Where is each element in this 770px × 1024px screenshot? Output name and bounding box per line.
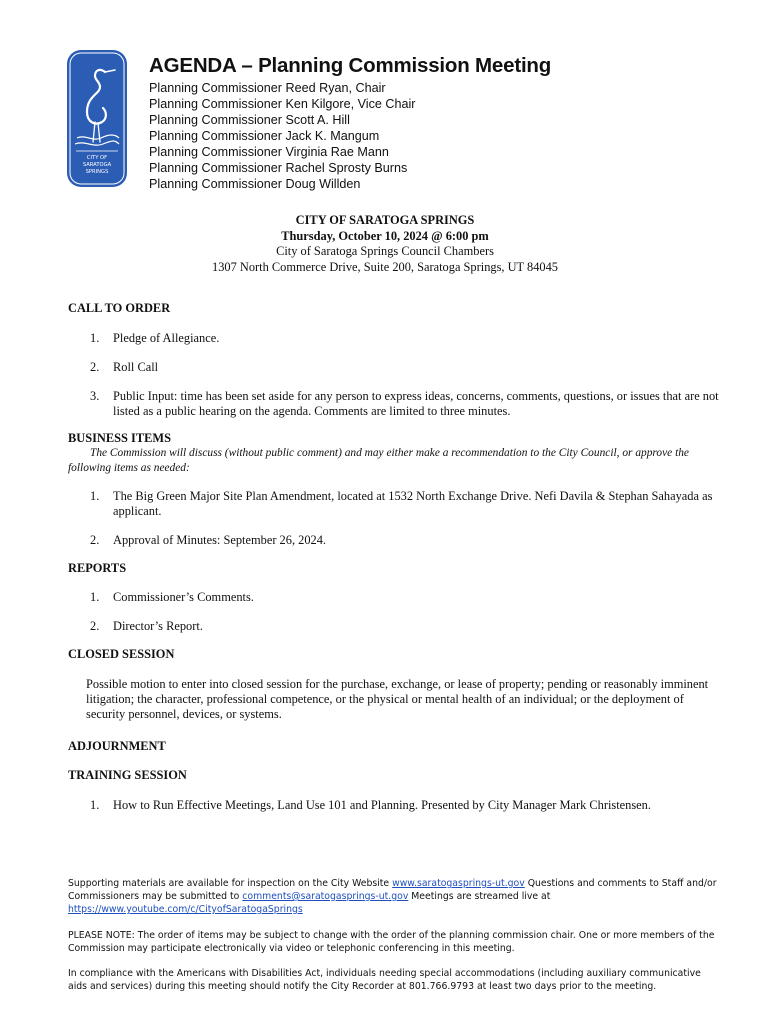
item-text: The Big Green Major Site Plan Amendment, located at 1532 North Exchange Drive. Nefi Davila & Stephan Sahayada as applicant.	[113, 489, 713, 518]
youtube-stream-link[interactable]: https://www.youtube.com/c/CityofSaratogaSprings	[68, 904, 303, 915]
agenda-item	[90, 489, 720, 519]
item-text: Approval of Minutes: September 26, 2024.	[113, 533, 327, 547]
commissioner-name: Planning Commissioner Scott A. Hill	[149, 113, 350, 127]
commissioner-list	[149, 80, 415, 192]
call-to-order-heading: CALL TO ORDER	[68, 301, 171, 315]
agenda-item	[90, 331, 720, 346]
item-text: Roll Call	[113, 360, 159, 374]
item-number: 2.	[90, 533, 100, 547]
item-text: Public Input: time has been set aside for any person to express ideas, concerns, comments, questions, or issues that are not listed as a public hearing on the agenda. Comments are limited to three minutes.	[113, 389, 719, 418]
logo-text-line-1: CITY OF	[86, 155, 108, 161]
item-number: 1.	[90, 331, 100, 345]
closed-session-heading: CLOSED SESSION	[68, 647, 175, 661]
comments-email-link[interactable]: comments@saratogasprings-ut.gov	[242, 891, 409, 902]
business-items-heading: BUSINESS ITEMS	[68, 431, 171, 445]
item-text: Director’s Report.	[113, 619, 203, 633]
agenda-item	[90, 798, 720, 813]
footer-ada-notice: In compliance with the Americans with Disabilities Act, individuals needing special accommodations (including auxiliary communicative aids and services) during this meeting should notify the City Recorder at 801.766.9793 at least two days prior to the meeting.	[68, 968, 701, 992]
agenda-item	[90, 389, 720, 419]
item-text: How to Run Effective Meetings, Land Use 101 and Planning. Presented by City Manager Mark Christensen.	[113, 798, 651, 812]
footer-text: Supporting materials are available for inspection on the City Website	[68, 878, 393, 889]
city-website-link[interactable]: www.saratogasprings-ut.gov	[392, 878, 525, 889]
closed-session-text: Possible motion to enter into closed session for the purchase, exchange, or lease of property; pending or reasonably imminent litigation; the character, professional competence, or the physical or mental health of an individual; or the deployment of security personnel, devices, or systems.	[86, 677, 709, 721]
commissioner-name: Planning Commissioner Rachel Sprosty Burns	[149, 161, 408, 175]
footer-please-note: PLEASE NOTE: The order of items may be subject to change with the order of the planning commission chair. One or more members of the Commission may participate electronically via video or telephonic conferencing in this meeting.	[68, 930, 715, 954]
logo-text-line-3: SPRINGS	[85, 169, 109, 175]
item-text: Pledge of Allegiance.	[113, 331, 220, 345]
item-text: Commissioner’s Comments.	[113, 590, 254, 604]
training-session-heading: TRAINING SESSION	[68, 768, 187, 782]
city-logo	[67, 50, 127, 187]
meeting-location: City of Saratoga Springs Council Chambers	[276, 244, 494, 258]
agenda-item	[90, 360, 720, 375]
business-items-intro: The Commission will discuss (without public comment) and may either make a recommendation to the City Council, or approve the following items as needed:	[68, 447, 689, 474]
agenda-item	[90, 619, 720, 634]
item-number: 2.	[90, 360, 100, 374]
adjournment-heading: ADJOURNMENT	[68, 739, 166, 753]
commissioner-name: Planning Commissioner Doug Willden	[149, 177, 361, 191]
footer-text: Meetings are streamed live at	[408, 891, 551, 902]
item-number: 1.	[90, 798, 100, 812]
footer-text: Questions and comments to Staff and/or Commissioners may be submitted to	[68, 878, 717, 902]
item-number: 1.	[90, 590, 100, 604]
commissioner-name: Planning Commissioner Jack K. Mangum	[149, 129, 380, 143]
meeting-address: 1307 North Commerce Drive, Suite 200, Saratoga Springs, UT 84045	[212, 259, 558, 274]
meeting-city: CITY OF SARATOGA SPRINGS	[295, 213, 475, 227]
commissioner-name: Planning Commissioner Reed Ryan, Chair	[149, 81, 386, 95]
commissioner-name: Planning Commissioner Virginia Rae Mann	[149, 145, 389, 159]
meeting-info	[0, 213, 770, 275]
footer-supporting-materials	[68, 877, 718, 916]
agenda-title: AGENDA – Planning Commission Meeting	[149, 54, 552, 77]
item-number: 1.	[90, 489, 100, 503]
item-number: 3.	[90, 389, 100, 403]
agenda-item	[90, 590, 720, 605]
item-number: 2.	[90, 619, 100, 633]
logo-text-line-2: SARATOGA	[82, 162, 112, 168]
reports-heading: REPORTS	[68, 561, 127, 575]
agenda-item	[90, 533, 720, 548]
meeting-datetime: Thursday, October 10, 2024 @ 6:00 pm	[281, 228, 489, 243]
commissioner-name: Planning Commissioner Ken Kilgore, Vice Chair	[149, 97, 416, 111]
